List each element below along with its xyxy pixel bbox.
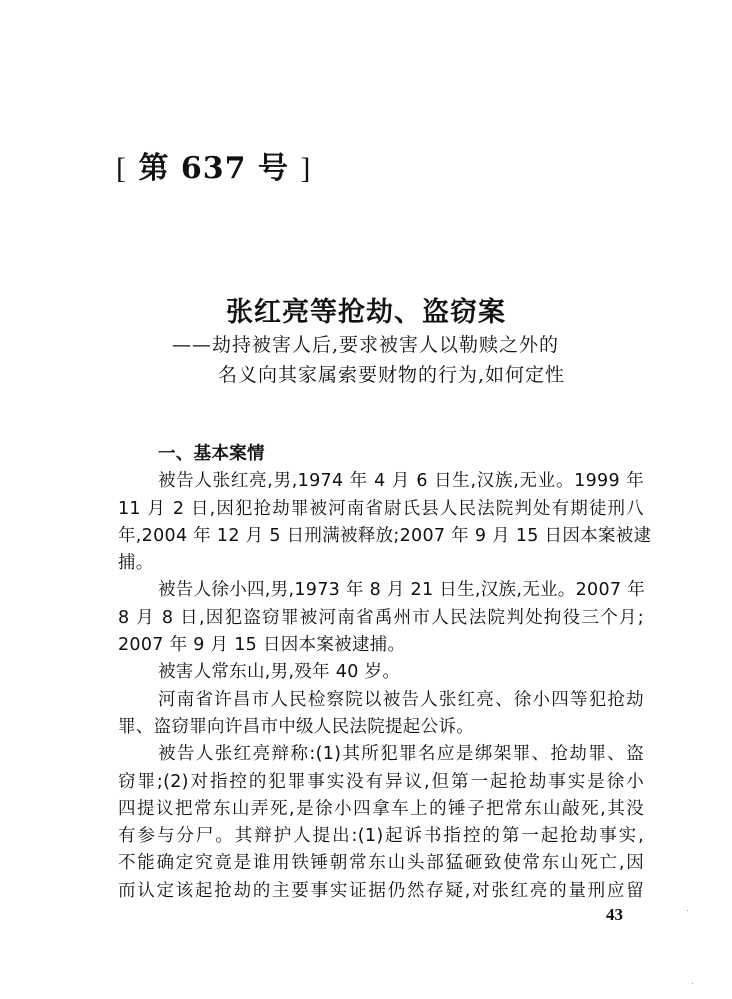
body-line: 捕。 [118, 553, 154, 574]
body-text [118, 441, 652, 905]
section-heading: 一、基本案情 [158, 444, 265, 464]
subtitle-line-2: 名义向其家属索要财物的行为,如何定性 [218, 364, 566, 386]
body-line: 11 月 2 日,因犯抢劫罪被河南省尉氏县人民法院判处有期徒刑八 [118, 498, 644, 519]
scan-speck [687, 910, 688, 911]
scan-speck [692, 983, 693, 984]
body-line: 被害人常东山,男,殁年 40 岁。 [158, 662, 401, 683]
body-line: 年,2004 年 12 月 5 日刑满被释放;2007 年 9 月 15 日因本案被逮 [118, 525, 652, 546]
body-line: 被告人张红亮辩称:(1)其所犯罪名应是绑架罪、抢劫罪、盗 [158, 744, 644, 765]
body-line: 河南省许昌市人民检察院以被告人张红亮、徐小四等犯抢劫 [158, 689, 644, 710]
body-line: 罪、盗窃罪向许昌市中级人民法院提起公诉。 [118, 716, 474, 737]
body-line: 被告人徐小四,男,1973 年 8 月 21 日生,汉族,无业。2007 年 [158, 580, 646, 601]
case-number [116, 143, 311, 187]
case-number-text: 第 637 号 [138, 151, 289, 186]
body-line: 2007 年 9 月 15 日因本案被逮捕。 [118, 635, 406, 656]
case-title: 张红亮等抢劫、盗窃案 [226, 297, 506, 328]
close-bracket: ] [300, 152, 312, 185]
open-bracket: [ [116, 152, 127, 185]
body-line: 被告人张红亮,男,1974 年 4 月 6 日生,汉族,无业。1999 年 [158, 471, 644, 492]
page-number: 43 [606, 905, 623, 924]
body-line: 而认定该起抢劫的主要事实证据仍然存疑,对张红亮的量刑应留 [118, 880, 644, 901]
body-line: 有参与分尸。其辩护人提出:(1)起诉书指控的第一起抢劫事实, [118, 826, 644, 847]
body-line: 不能确定究竟是谁用铁锤朝常东山头部猛砸致使常东山死亡,因 [118, 853, 644, 874]
body-line: 8 月 8 日,因犯盗窃罪被河南省禹州市人民法院判处拘役三个月; [118, 607, 644, 628]
body-line: 四提议把常东山弄死,是徐小四拿车上的锤子把常东山敲死,其没 [118, 798, 644, 819]
subtitle-line-1: ——劫持被害人后,要求被害人以勒赎之外的 [172, 334, 560, 356]
body-line: 窃罪;(2)对指控的犯罪事实没有异议,但第一起抢劫事实是徐小 [118, 771, 644, 792]
